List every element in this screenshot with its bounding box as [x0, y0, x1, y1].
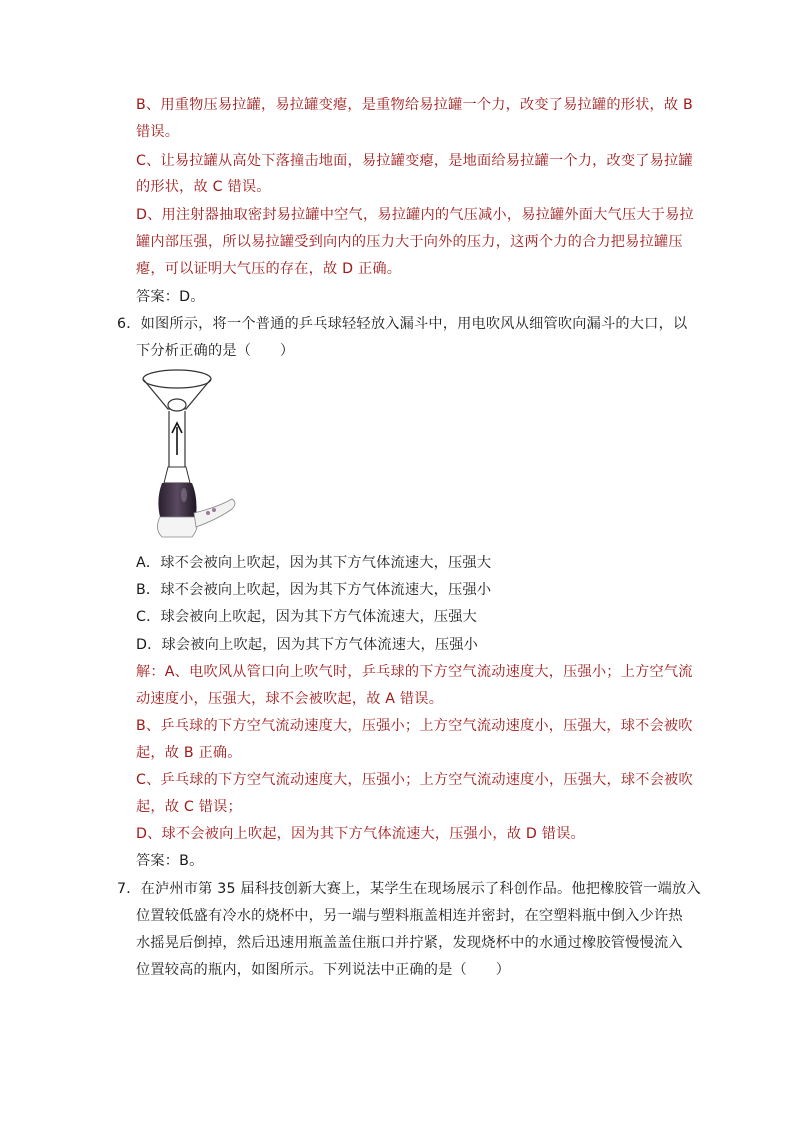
funnel-hairdryer-icon	[140, 367, 245, 545]
option-b: B．球不会被向上吹起，因为其下方气体流速大，压强小	[136, 582, 492, 598]
option-a: A．球不会被向上吹起，因为其下方气体流速大，压强大	[136, 555, 492, 571]
answer-line: 答案：B。	[136, 853, 204, 869]
question-stem: 位置较高的瓶内，如图所示。下列说法中正确的是（ ）	[136, 962, 511, 978]
solution-line: 起，故 B 正确。	[136, 745, 242, 761]
solution-line: 解：A、电吹风从管口向上吹气时，乒乓球的下方空气流动速度大，压强小；上方空气流	[136, 664, 693, 680]
solution-line: D、用注射器抽取密封易拉罐中空气，易拉罐内的气压减小，易拉罐外面大气压大于易拉	[136, 207, 694, 223]
solution-line: C、乒乓球的下方空气流动速度大，压强小；上方空气流动速度小，压强大，球不会被吹	[136, 772, 693, 788]
solution-line: 瘪，可以证明大气压的存在，故 D 正确。	[136, 261, 402, 277]
question-stem: 位置较低盛有冷水的烧杯中，另一端与塑料瓶盖相连并密封，在空塑料瓶中倒入少许热	[136, 908, 683, 924]
solution-line: 动速度小，压强大，球不会被吹起，故 A 错误。	[136, 691, 444, 707]
answer-line: 答案：D。	[136, 289, 205, 305]
question-stem: 下分析正确的是（ ）	[136, 343, 295, 359]
solution-line: B、用重物压易拉罐，易拉罐变瘪，是重物给易拉罐一个力，改变了易拉罐的形状，故 B	[136, 97, 693, 113]
solution-line: 的形状，故 C 错误。	[136, 179, 271, 195]
funnel-hairdryer-figure	[140, 367, 245, 545]
option-c: C．球会被向上吹起，因为其下方气体流速大，压强大	[136, 609, 478, 625]
question-stem: 6．如图所示，将一个普通的乒乓球轻轻放入漏斗中，用电吹风从细管吹向漏斗的大口，以	[117, 316, 688, 332]
solution-line: D、球不会被向上吹起，因为其下方气体流速大，压强小，故 D 错误。	[136, 826, 585, 842]
solution-line: 错误。	[136, 124, 180, 140]
solution-line: B、乒乓球的下方空气流动速度大，压强小；上方空气流动速度小，压强大，球不会被吹	[136, 718, 693, 734]
solution-line: C、让易拉罐从高处下落撞击地面，易拉罐变瘪，是地面给易拉罐一个力，改变了易拉罐	[136, 153, 693, 169]
question-stem: 7．在泸州市第 35 届科技创新大赛上，某学生在现场展示了科创作品。他把橡胶管一端放入	[117, 881, 701, 897]
solution-line: 起，故 C 错误；	[136, 799, 242, 815]
option-d: D．球会被向上吹起，因为其下方气体流速大，压强小	[136, 637, 479, 653]
solution-line: 罐内部压强，所以易拉罐受到向内的压力大于向外的压力，这两个力的合力把易拉罐压	[136, 234, 683, 250]
question-stem: 水摇晃后倒掉，然后迅速用瓶盖盖住瓶口并拧紧，发现烧杯中的水通过橡胶管慢慢流入	[136, 935, 683, 951]
